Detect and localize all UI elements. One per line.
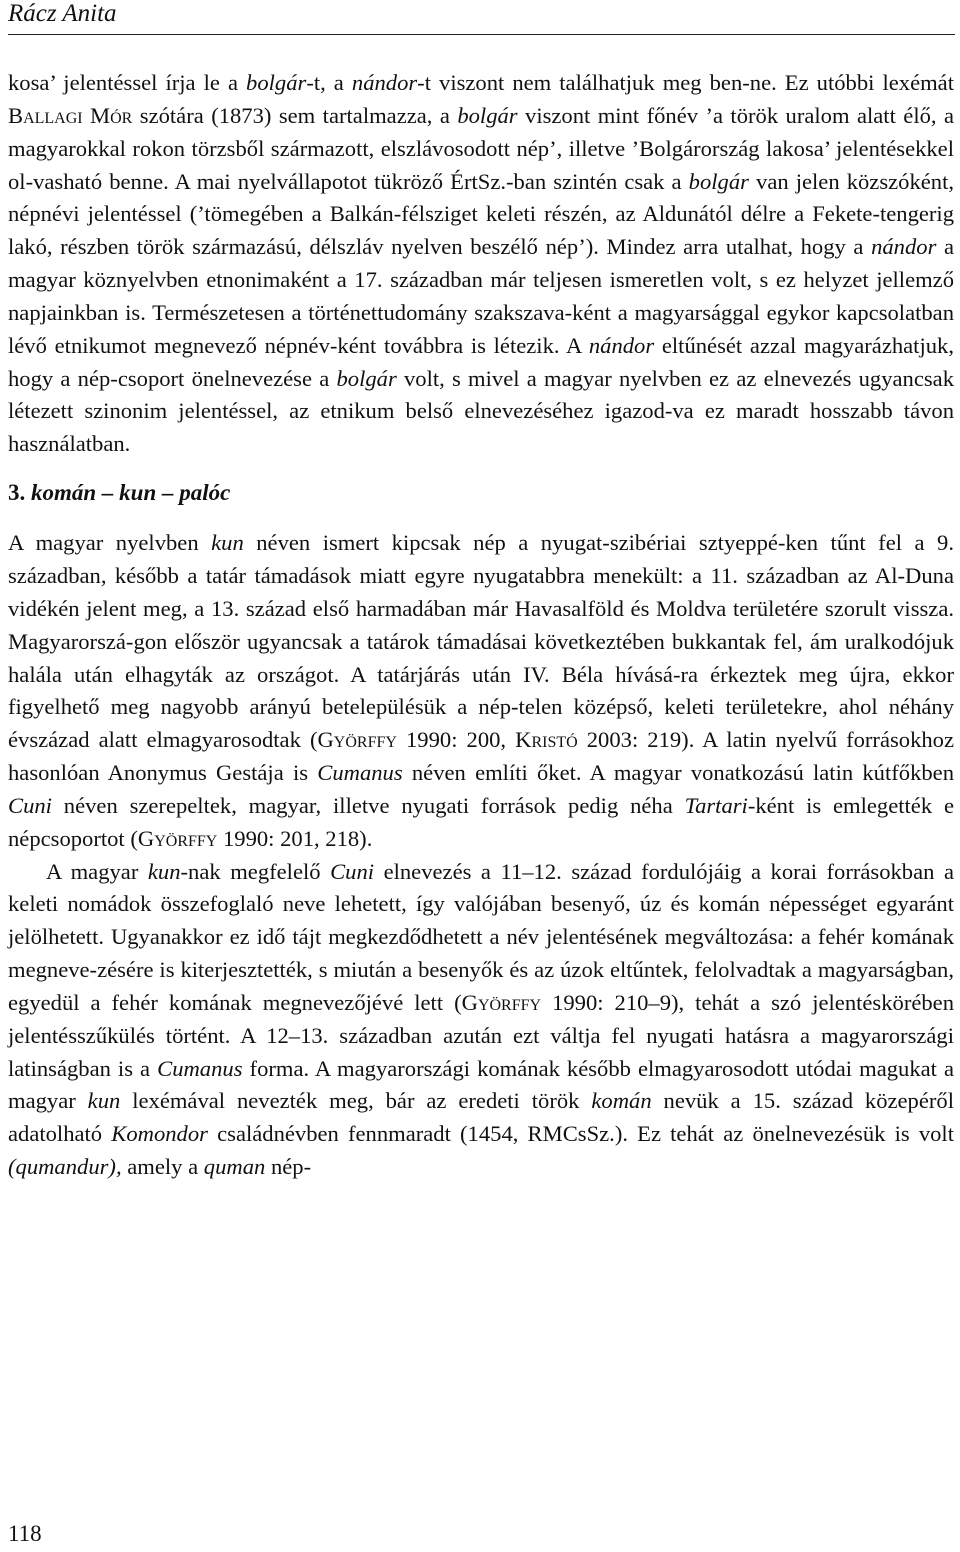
cited-author: Ballagi Mór: [8, 102, 133, 128]
running-head: Rácz Anita: [8, 0, 117, 27]
body-text: [8, 67, 954, 1184]
paragraph-2: A magyar nyelvben kun néven ismert kipcsak nép a nyugat-szibériai sztyeppé-ken tűnt fel a 9. században, később a tatár támadások miatt egyre nyugatabbra menekült: a 11. században az Al-Duna vidékén jelent meg, a 13. század első harmadában már Havasalföld és Moldva területére szorult vissza. Magyarorszá-gon először ugyancsak a tatárok támadásai következtében bukkantak fel, ám uralkodójuk halála után elhagyták az országot. A tatárjárás után IV. Béla hívásá-ra érkeztek meg újra, ekkor figyelhető meg nagyobb arányú betelepülésük a nép-telen középső, keleti területekre, ahol néhány évszázad alatt elmagyarosodtak (Györffy 1990: 200, Kristó 2003: 219). A latin nyelvű forrásokhoz hasonlóan Anonymus Gestája is Cumanus néven említi őket. A magyar vonatkozású latin kútfőkben Cuni néven szerepeltek, magyar, illetve nyugati források pedig néha Tartari-ként is emlegették e népcsoportot (Györffy 1990: 201, 218).: [8, 530, 954, 851]
section-number: 3.: [8, 480, 26, 506]
header-rule: [8, 34, 955, 35]
cited-author: Györffy: [317, 727, 397, 753]
cited-author: Györffy: [461, 989, 542, 1015]
paragraph-3: A magyar kun-nak megfelelő Cuni elnevezés a 11–12. század fordulójáig a korai forrásokban a keleti nomádok összefoglaló neve lehetett, így valójában besenyő, úz és komán népességet egyaránt jelölhetett. Ugyanakkor ez idő tájt megkezdődhetett a név jelentésének megváltozása: a fehér komának megneve-zésére is kiterjesztették, s miután a besenyők és az úzok eltűntek, felolvadtak a magyarságban, egyedül a fehér komának megnevezőjévé lett (Györffy 1990: 210–9), tehát a szó jelentéskörében jelentésszűkülés történt. A 12–13. században azután ezt váltja fel nyugati hatásra a magyarországi latinságban is a Cumanus forma. A magyarországi komának később elmagyarosodott utódai magukat a magyar kun lexémával nevezték meg, bár az eredeti török komán nevük a 15. század közepéről adatolható Komondor családnévben fennmaradt (1454, RMCsSz.). Ez tehát az önelnevezésük is volt (qumandur), amely a quman nép-: [8, 858, 954, 1180]
section-heading: [8, 477, 954, 509]
page-number: 118: [8, 1521, 42, 1546]
section-title: komán – kun – palóc: [31, 480, 231, 506]
cited-author: Györffy: [137, 825, 218, 851]
cited-author: Kristó: [515, 727, 578, 753]
paragraph-1: kosa’ jelentéssel írja le a bolgár-t, a nándor-t viszont nem találhatjuk meg ben-ne. Ez utóbbi lexémát Ballagi Mór szótára (1873) sem tartalmazza, a bolgár viszont mint főnév ’a török uralom alatt élő, a magyarokkal rokon törzsből származott, elszlávosodott nép’, illetve ’Bolgárország lakosa’ jelentésekkel ol-vasható benne. A mai nyelvállapotot tükröző ÉrtSz.-ban szintén csak a bolgár van jelen közszóként, népnévi jelentéssel (’tömegében a Balkán-félsziget keleti részén, az Aldunától délre a Fekete-tengerig lakó, részben török származású, délszláv nyelven beszélő nép’). Mindez arra utalhat, hogy a nándor a magyar köznyelvben etnonimaként a 17. században már teljesen ismeretlen volt, s ez helyzet jellemző napjainkban is. Természetesen a történettudomány szakszava-ként a magyarsággal egykor kapcsolatban lévő etnikumot megnevező népnév-ként továbbra is létezik. A nándor eltűnését azzal magyarázhatjuk, hogy a nép-csoport önelnevezése a bolgár volt, s mivel a magyar nyelvben ez az elnevezés ugyancsak létezett szinonim jelentéssel, az etnikum belső elnevezéséhez igazod-va ez maradt hosszabb távon használatban.: [8, 70, 955, 457]
